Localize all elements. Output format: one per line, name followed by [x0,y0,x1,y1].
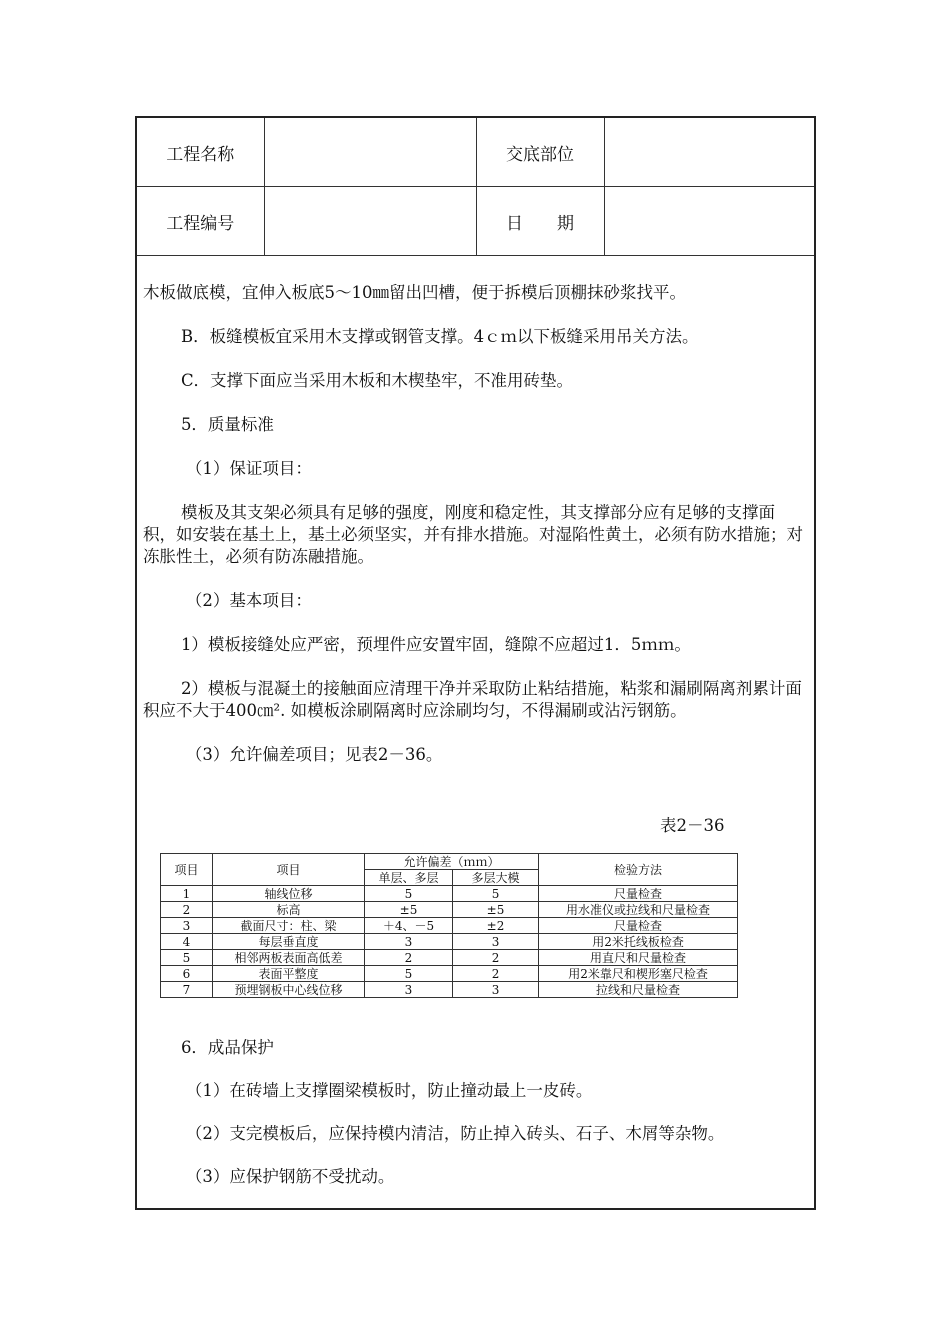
cell-multi: 2 [453,966,539,982]
cell-no: 7 [161,982,213,998]
cell-method: 尺量检查 [539,886,738,902]
cell-no: 1 [161,886,213,902]
cell-multi: 5 [453,886,539,902]
col-header-allow: 允许偏差（ｍｍ） [365,854,539,870]
cell-single: ±5 [365,902,453,918]
cell-multi: 3 [453,934,539,950]
col-header-no: 项目 [161,854,213,886]
deviation-items-heading: （3）允许偏差项目；见表2－36。 [185,745,443,764]
cell-item: 截面尺寸：柱、梁 [213,918,365,934]
cell-method: 拉线和尺量检查 [539,982,738,998]
project-name-value [264,118,476,187]
protection-item-2: （2）支完模板后，应保持模内清洁，防止掉入砖头、石子、木屑等杂物。 [185,1124,725,1143]
cell-item: 预埋钢板中心线位移 [213,982,365,998]
project-no-label: 工程编号 [137,187,264,256]
section-5-heading: 5．质量标准 [180,415,274,434]
cell-single: 2 [365,950,453,966]
col-header-single: 单层、多层 [365,870,453,886]
content-body [143,282,807,766]
basic-items-heading: （2）基本项目： [185,591,312,610]
part-label: 交底部位 [476,118,604,187]
paragraph-2: B．板缝模板宜采用木支撑或钢管支撑。4ｃｍ以下板缝采用吊关方法。 [180,327,699,346]
protection-item-3: （3）应保护钢筋不受扰动。 [185,1167,395,1186]
date-label: 日 期 [476,187,604,256]
cell-no: 4 [161,934,213,950]
table-row [161,886,738,902]
part-value [604,118,814,187]
section-6-heading: 6．成品保护 [180,1038,274,1057]
table-row [161,934,738,950]
table-caption: 表2－36 [660,816,725,835]
protection-item-1: （1）在砖墙上支撑圈梁模板时，防止撞动最上一皮砖。 [185,1081,593,1100]
cell-method: 用直尺和尺量检查 [539,950,738,966]
table-row [161,918,738,934]
cell-multi: ±2 [453,918,539,934]
cell-item: 标高 [213,902,365,918]
cell-single: ＋4、－5 [365,918,453,934]
cell-item: 表面平整度 [213,966,365,982]
guarantee-items-heading: （1）保证项目： [185,459,312,478]
table-row [161,982,738,998]
cell-single: 5 [365,886,453,902]
basic-item-2: 2）模板与混凝土的接触面应清理干净并采取防止粘结措施，粘浆和漏刷隔离剂累计面积应不大于400㎝². 如模板涂刷隔离时应涂刷均匀，不得漏刷或沾污钢筋。 [143,679,802,720]
cell-method: 用2米靠尺和楔形塞尺检查 [539,966,738,982]
date-value [604,187,814,256]
project-no-value [264,187,476,256]
col-header-multi: 多层大模 [453,870,539,886]
col-header-item: 项目 [213,854,365,886]
table-row [161,966,738,982]
deviation-table [160,853,738,998]
project-name-label: 工程名称 [137,118,264,187]
cell-method: 用水准仪或拉线和尺量检查 [539,902,738,918]
cell-single: 5 [365,966,453,982]
content-body-2 [143,1037,807,1188]
cell-item: 轴线位移 [213,886,365,902]
header-table [137,118,814,256]
cell-no: 5 [161,950,213,966]
table-row [161,902,738,918]
col-header-method: 检验方法 [539,854,738,886]
basic-item-1: 1）模板接缝处应严密，预埋件应安置牢固，缝隙不应超过1．5ｍｍ。 [180,635,691,654]
cell-no: 2 [161,902,213,918]
paragraph-1: 木板做底模，宜伸入板底5～10㎜留出凹槽，便于拆模后顶棚抹砂浆找平。 [143,283,686,302]
cell-item: 相邻两板表面高低差 [213,950,365,966]
cell-multi: 2 [453,950,539,966]
table-row [161,950,738,966]
cell-single: 3 [365,934,453,950]
cell-no: 3 [161,918,213,934]
cell-no: 6 [161,966,213,982]
cell-method: 用2米托线板检查 [539,934,738,950]
paragraph-guarantee: 模板及其支架必须具有足够的强度，刚度和稳定性，其支撑部分应有足够的支撑面积，如安装在基土上，基土必须坚实，并有排水措施。对湿陷性黄土，必须有防水措施；对冻胀性土，必须有防冻融措施。 [143,503,803,566]
cell-multi: ±5 [453,902,539,918]
paragraph-3: C．支撑下面应当采用木板和木楔垫牢，不准用砖垫。 [180,371,574,390]
cell-method: 尺量检查 [539,918,738,934]
cell-multi: 3 [453,982,539,998]
cell-item: 每层垂直度 [213,934,365,950]
cell-single: 3 [365,982,453,998]
